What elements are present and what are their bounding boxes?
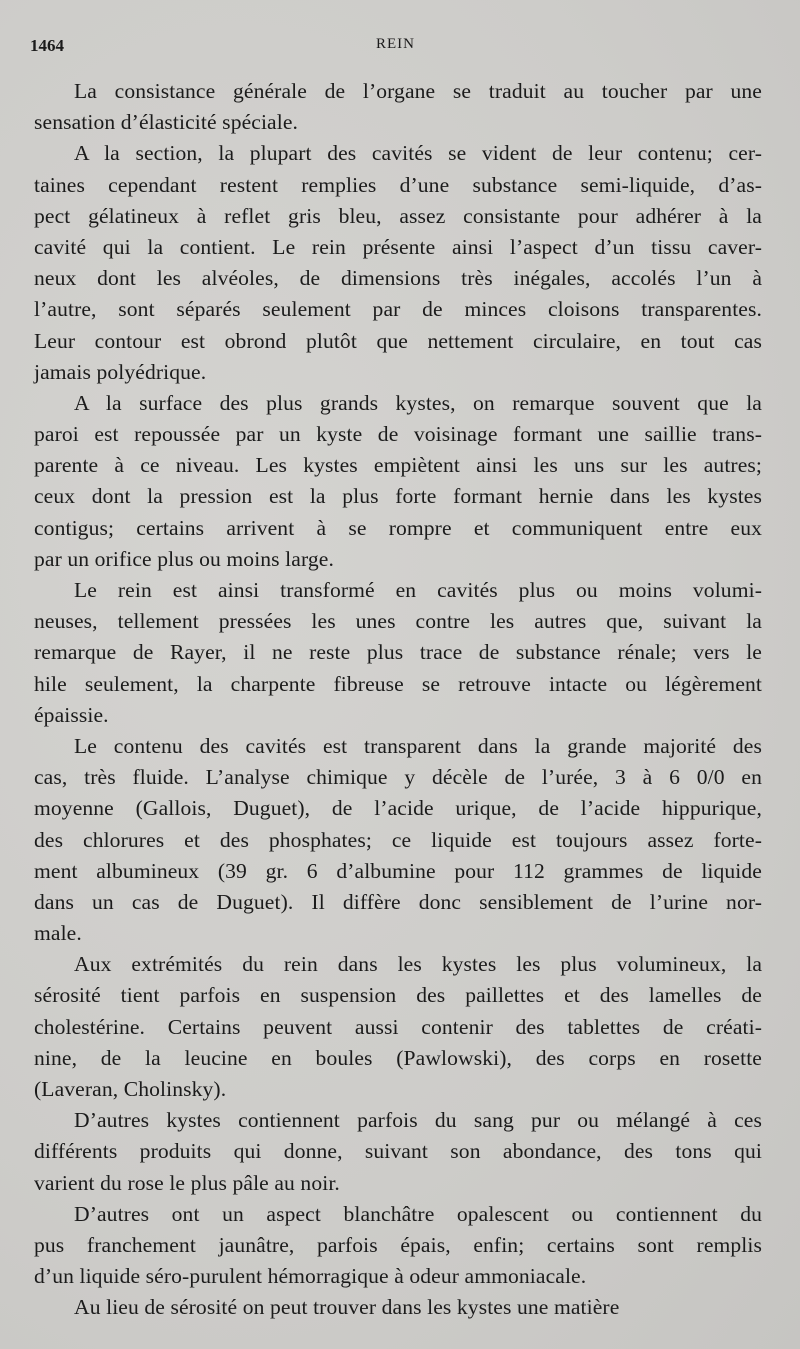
text-line: varient du rose le plus pâle au noir. [34,1170,340,1195]
text-line: D’autres ont un aspect blanchâtre opalescent ou contiennent du [74,1201,762,1226]
text-line: des chlorures et des phosphates; ce liquide est toujours assez forte- [34,827,762,852]
text-line: ment albumineux (39 gr. 6 d’albumine pour 112 grammes de liquide [34,858,762,883]
text-line: contigus; certains arrivent à se rompre et communiquent entre eux [34,515,762,540]
text-line: cavité qui la contient. Le rein présente ainsi l’aspect d’un tissu caver- [34,234,762,259]
body-text [34,76,762,1324]
text-line: ceux dont la pression est la plus forte formant hernie dans les kystes [34,484,762,509]
text-line: Aux extrémités du rein dans les kystes les plus volumineux, la [74,952,762,977]
paragraph [34,575,762,731]
running-head [30,36,760,60]
running-title: REIN [376,36,415,52]
text-line: pus franchement jaunâtre, parfois épais, enfin; certains sont remplis [34,1232,762,1257]
paragraph [34,1199,762,1293]
text-line: différents produits qui donne, suivant son abondance, des tons qui [34,1139,762,1164]
paragraph [34,1292,762,1323]
text-line: d’un liquide séro-purulent hémorragique à odeur ammoniacale. [34,1264,587,1289]
paragraph [34,731,762,949]
text-line: nine, de la leucine en boules (Pawlowski), des corps en rosette [34,1045,762,1070]
text-line: A la surface des plus grands kystes, on remarque souvent que la [74,390,762,415]
text-line: moyenne (Gallois, Duguet), de l’acide urique, de l’acide hippurique, [34,796,762,821]
text-line: Leur contour est obrond plutôt que nettement circulaire, en tout cas [34,328,762,353]
text-line: neux dont les alvéoles, de dimensions très inégales, accolés l’un à [34,266,762,291]
text-line: cas, très fluide. L’analyse chimique y décèle de l’urée, 3 à 6 0/0 en [34,765,762,790]
paragraph [34,1105,762,1199]
text-line: Au lieu de sérosité on peut trouver dans les kystes une matière [74,1295,620,1320]
text-line: dans un cas de Duguet). Il diffère donc sensiblement de l’urine nor- [34,889,762,914]
text-line: Le rein est ainsi transformé en cavités plus ou moins volumi- [74,578,762,602]
text-line: (Laveran, Cholinsky). [34,1077,227,1101]
text-line: Le contenu des cavités est transparent dans la grande majorité des [74,733,762,758]
paragraph [34,388,762,575]
text-line: taines cependant restent remplies d’une substance semi-liquide, d’as- [34,172,762,197]
text-line: sérosité tient parfois en suspension des paillettes et des lamelles de [34,983,762,1008]
text-line: pect gélatineux à reflet gris bleu, assez consistante pour adhérer à la [34,203,762,228]
text-line: cholestérine. Certains peuvent aussi contenir des tablettes de créati- [34,1014,762,1039]
text-line: hile seulement, la charpente fibreuse se retrouve intacte ou légèrement [34,671,762,696]
paragraph [34,76,762,138]
text-line: parente à ce niveau. Les kystes empiètent ainsi les uns sur les autres; [34,453,762,478]
text-line: épaissie. [34,702,109,727]
page-number: 1464 [30,36,64,55]
paragraph [34,949,762,1105]
text-line: A la section, la plupart des cavités se vident de leur contenu; cer- [74,141,762,166]
text-line: l’autre, sont séparés seulement par de minces cloisons transparentes. [34,297,762,322]
text-line: D’autres kystes contiennent parfois du sang pur ou mélangé à ces [74,1108,762,1133]
text-line: neuses, tellement pressées les unes contre les autres que, suivant la [34,609,762,634]
text-line: La consistance générale de l’organe se traduit au toucher par une [74,79,762,103]
text-line: jamais polyédrique. [34,359,207,384]
paragraph [34,138,762,388]
text-line: sensation d’élasticité spéciale. [34,110,299,135]
text-line: male. [34,921,82,946]
text-line: paroi est repoussée par un kyste de voisinage formant une saillie trans- [34,422,762,447]
text-line: remarque de Rayer, il ne reste plus trace de substance rénale; vers le [34,640,762,665]
text-line: par un orifice plus ou moins large. [34,546,334,571]
